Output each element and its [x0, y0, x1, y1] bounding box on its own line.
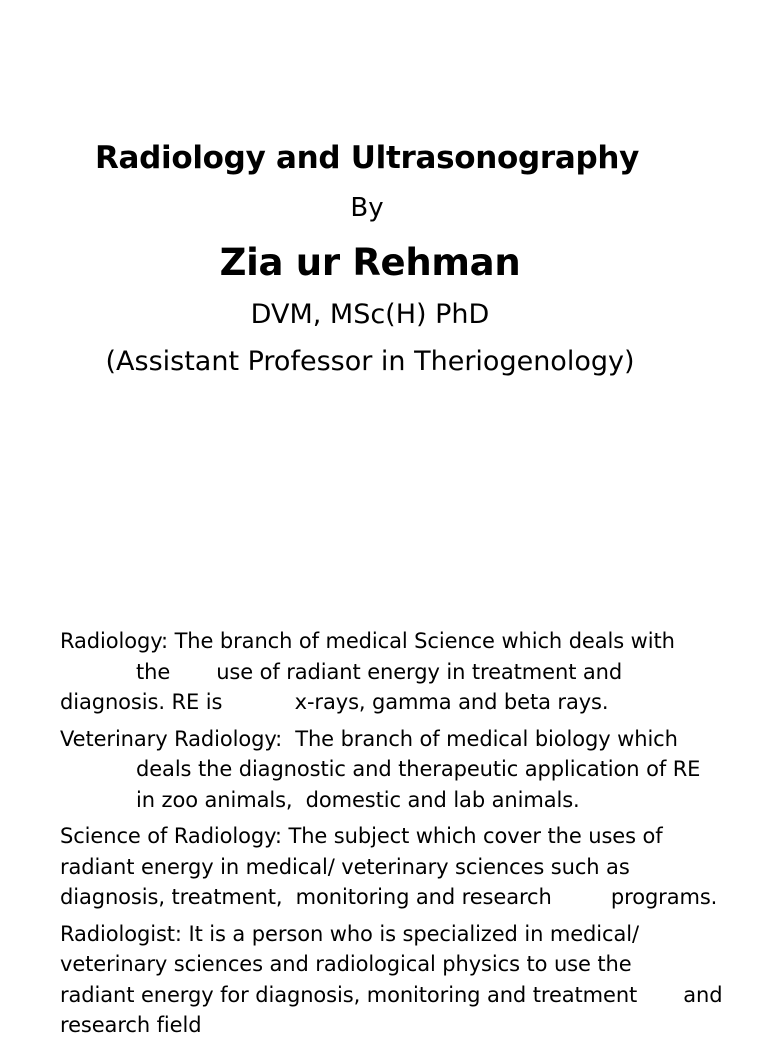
author-degrees: DVM, MSc(H) PhD — [250, 299, 490, 330]
text-line: Radiology: The branch of medical Science which deals with — [60, 629, 675, 653]
author-position: (Assistant Professor in Theriogenology) — [105, 346, 635, 377]
text-line: Science of Radiology: The subject which cover the uses of — [60, 824, 663, 848]
text-line: veterinary sciences and radiological physics to use the — [60, 952, 632, 976]
text-line: research field — [60, 1013, 202, 1037]
definition-radiologist — [60, 919, 760, 1041]
by-label: By — [350, 193, 384, 223]
text-line: in zoo animals, domestic and lab animals. — [136, 787, 580, 812]
text-line: diagnosis, treatment, monitoring and research programs. — [60, 885, 718, 909]
definition-radiology — [60, 626, 760, 718]
text-line: Veterinary Radiology: The branch of medical biology which — [60, 726, 678, 751]
text-line: diagnosis. RE is x-rays, gamma and beta rays. — [60, 690, 609, 714]
definition-science-of-radiology — [60, 821, 760, 913]
definition-veterinary-radiology — [60, 724, 760, 816]
text-line: deals the diagnostic and therapeutic application of RE — [136, 757, 701, 781]
slide-title: Radiology and Ultrasonography — [94, 140, 640, 176]
text-line: radiant energy for diagnosis, monitoring and treatment and — [60, 982, 723, 1007]
author-name: Zia ur Rehman — [219, 241, 521, 284]
text-line: the use of radiant energy in treatment and — [136, 659, 623, 684]
definitions-text — [60, 626, 760, 1047]
text-line: radiant energy in medical/ veterinary sciences such as — [60, 854, 630, 879]
text-line: Radiologist: It is a person who is specialized in medical/ — [60, 921, 639, 946]
